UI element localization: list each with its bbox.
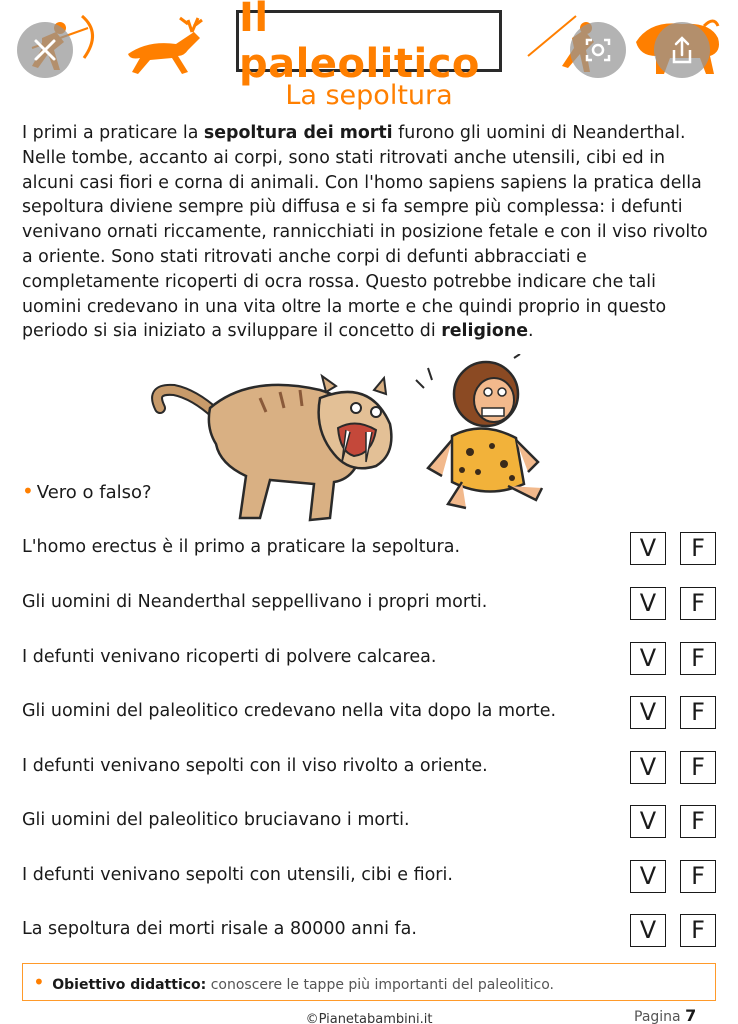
learning-goal-box: [22, 963, 716, 1001]
quiz-question: L'homo erectus è il primo a praticare la sepoltura.: [22, 537, 461, 557]
true-checkbox[interactable]: V: [630, 751, 666, 784]
quiz-question: La sepoltura dei morti risale a 80000 anni fa.: [22, 919, 417, 939]
false-checkbox[interactable]: F: [680, 860, 716, 893]
quiz-question: Gli uomini di Neanderthal seppellivano i propri morti.: [22, 592, 488, 612]
false-checkbox[interactable]: F: [680, 587, 716, 620]
quiz-row: [22, 751, 718, 787]
false-checkbox[interactable]: F: [680, 805, 716, 838]
true-checkbox[interactable]: V: [630, 914, 666, 947]
lens-button[interactable]: [570, 22, 626, 78]
sabertooth-tiger-illustration: [150, 368, 410, 536]
cave-deer-icon: [118, 10, 218, 80]
caveman-illustration: [412, 354, 568, 514]
copyright: ©Pianetabambini.it: [305, 1012, 433, 1024]
close-button[interactable]: [17, 22, 73, 78]
false-checkbox[interactable]: F: [680, 642, 716, 675]
true-checkbox[interactable]: V: [630, 532, 666, 565]
quiz-row: [22, 805, 718, 841]
bold-term-religion: religione: [441, 321, 529, 342]
goal-label: Obiettivo didattico:: [52, 977, 207, 993]
title-box: [236, 0, 502, 87]
share-button[interactable]: [654, 22, 710, 78]
false-checkbox[interactable]: F: [680, 914, 716, 947]
true-checkbox[interactable]: V: [630, 696, 666, 729]
quiz-question: I defunti venivano sepolti con il viso rivolto a oriente.: [22, 756, 488, 776]
quiz-row: [22, 587, 718, 623]
quiz-row: [22, 914, 718, 950]
bullet-icon: •: [33, 970, 45, 994]
true-checkbox[interactable]: V: [630, 587, 666, 620]
quiz-heading: • Vero o falso?: [22, 479, 152, 503]
quiz-question: Gli uomini del paleolitico bruciavano i morti.: [22, 810, 410, 830]
true-checkbox[interactable]: V: [630, 642, 666, 675]
page-subtitle: La sepoltura: [285, 80, 453, 111]
false-checkbox[interactable]: F: [680, 696, 716, 729]
quiz-row: [22, 860, 718, 896]
false-checkbox[interactable]: F: [680, 751, 716, 784]
page-number: Pagina 7: [634, 1006, 697, 1024]
false-checkbox[interactable]: F: [680, 532, 716, 565]
close-icon: [17, 22, 73, 78]
goal-text: conoscere le tappe più importanti del paleolitico.: [206, 977, 554, 993]
quiz-question: I defunti venivano sepolti con utensili, cibi e fiori.: [22, 865, 453, 885]
bullet-icon: •: [22, 479, 34, 503]
quiz-row: [22, 696, 718, 732]
bold-term-burial: sepoltura dei morti: [203, 123, 393, 143]
true-checkbox[interactable]: V: [630, 860, 666, 893]
page-header: [0, 0, 738, 111]
lens-icon: [570, 22, 626, 78]
page-title: Il paleolitico: [239, 0, 480, 87]
intro-paragraph: I primi a praticare la sepoltura dei morti furono gli uomini di Neanderthal. Nelle tombe, accanto ai corpi, sono stati ritrovati anche utensili, cibi ed in alcuni casi fiori e corna di animali. Con l'homo sapiens sapiens la pratica della sepoltura diviene sempre più diffusa e si fa sempre più complessa: i defunti venivano ornati riccamente, rannicchiati in posizione fetale e con il viso rivolto a oriente. Sono stati ritrovati anche corpi di defunti abbracciati e completamente ricoperti di ocra rossa. Questo potrebbe indicare che tali uomini credevano in una vita oltre la morte e che quindi proprio in questo periodo si sia iniziato a sviluppare il concetto di religione.: [22, 123, 708, 342]
quiz-question: I defunti venivano ricoperti di polvere calcarea.: [22, 647, 437, 667]
share-icon: [654, 22, 710, 78]
quiz-question: Gli uomini del paleolitico credevano nella vita dopo la morte.: [22, 701, 557, 721]
quiz-row: [22, 642, 718, 678]
quiz-row: [22, 532, 718, 568]
true-checkbox[interactable]: V: [630, 805, 666, 838]
